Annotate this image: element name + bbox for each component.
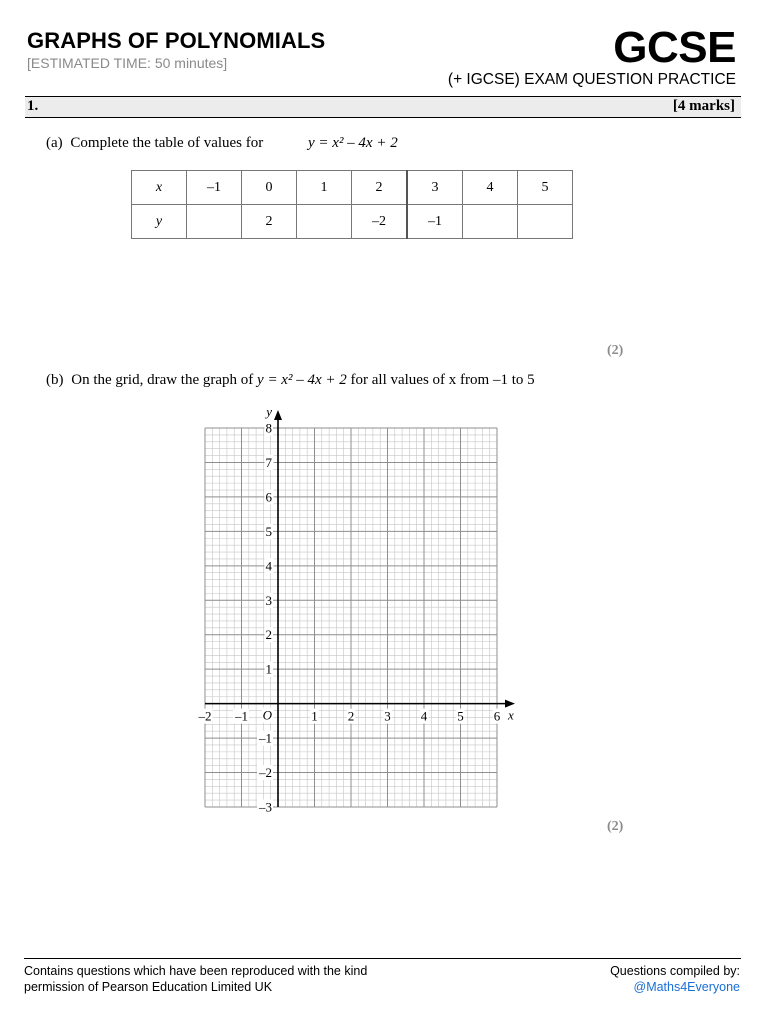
part-b-text-before: On the grid, draw the graph of (71, 372, 254, 388)
footer-credit-line-2: permission of Pearson Education Limited UK (24, 980, 273, 994)
table-header-y: y (132, 205, 187, 239)
part-b-text-after: for all values of x from –1 to 5 (350, 372, 535, 388)
part-a-label: (a) (46, 135, 63, 151)
x-axis-label: x (508, 707, 514, 723)
table-cell-y: 2 (242, 205, 297, 239)
x-tick-label: –1 (235, 708, 248, 724)
table-cell-y: –2 (352, 205, 408, 239)
y-tick-label: 5 (265, 523, 272, 539)
origin-label: O (262, 707, 272, 723)
x-tick-label: 2 (347, 708, 355, 724)
y-tick-label: –3 (259, 799, 272, 815)
table-cell-x: 1 (297, 171, 352, 205)
table-cell-x: –1 (187, 171, 242, 205)
table-cell-x: 3 (407, 171, 463, 205)
part-b-label: (b) (46, 372, 64, 388)
brand-logo-text: GCSE (613, 23, 736, 72)
y-tick-label: 7 (265, 454, 272, 470)
estimated-time: [ESTIMATED TIME: 50 minutes] (27, 55, 228, 71)
question-number: 1. (27, 98, 39, 114)
compiler-link[interactable]: @Maths4Everyone (633, 980, 740, 994)
footer-compiler (610, 963, 740, 995)
y-tick-label: –2 (259, 765, 272, 781)
tick-labels (197, 404, 515, 815)
x-tick-label: –2 (198, 708, 212, 724)
y-axis-arrow-icon (274, 410, 282, 420)
footer-compiler-label: Questions compiled by: (610, 964, 740, 978)
x-tick-label: 4 (420, 708, 428, 724)
question-marks: [4 marks] (672, 98, 735, 114)
table-cell-x: 2 (352, 171, 408, 205)
footer-credit (24, 963, 367, 995)
y-tick-label: –1 (259, 730, 272, 746)
table-cell-y: –1 (407, 205, 463, 239)
y-tick-label: 4 (265, 558, 272, 574)
table-cell-x: 5 (518, 171, 573, 205)
page-title: GRAPHS OF POLYNOMIALS (27, 28, 326, 53)
x-tick-label: 5 (457, 708, 464, 724)
part-b-equation: y = x² – 4x + 2 (257, 372, 347, 388)
footer-divider (24, 958, 741, 959)
brand-subtitle: (+ IGCSE) EXAM QUESTION PRACTICE (447, 71, 736, 88)
y-tick-label: 3 (265, 592, 272, 608)
y-tick-label: 1 (265, 661, 272, 677)
y-tick-label: 6 (265, 489, 272, 505)
x-tick-label: 6 (493, 708, 501, 724)
part-b-marks: (2) (607, 819, 624, 834)
table-cell-x: 4 (463, 171, 518, 205)
footer-credit-line-1: Contains questions which have been reproduced with the kind (24, 964, 368, 978)
y-tick-label: 8 (265, 420, 272, 436)
x-axis-arrow-icon (505, 700, 515, 708)
part-a-text: Complete the table of values for (70, 135, 264, 151)
part-a-equation: y = x² – 4x + 2 (308, 135, 398, 151)
part-a-marks: (2) (607, 343, 624, 358)
table-header-x: x (132, 171, 187, 205)
y-tick-label: 2 (265, 627, 272, 643)
y-axis-label: y (266, 404, 272, 419)
table-cell-x: 0 (242, 171, 297, 205)
x-tick-label: 3 (384, 708, 391, 724)
x-tick-label: 1 (311, 708, 318, 724)
